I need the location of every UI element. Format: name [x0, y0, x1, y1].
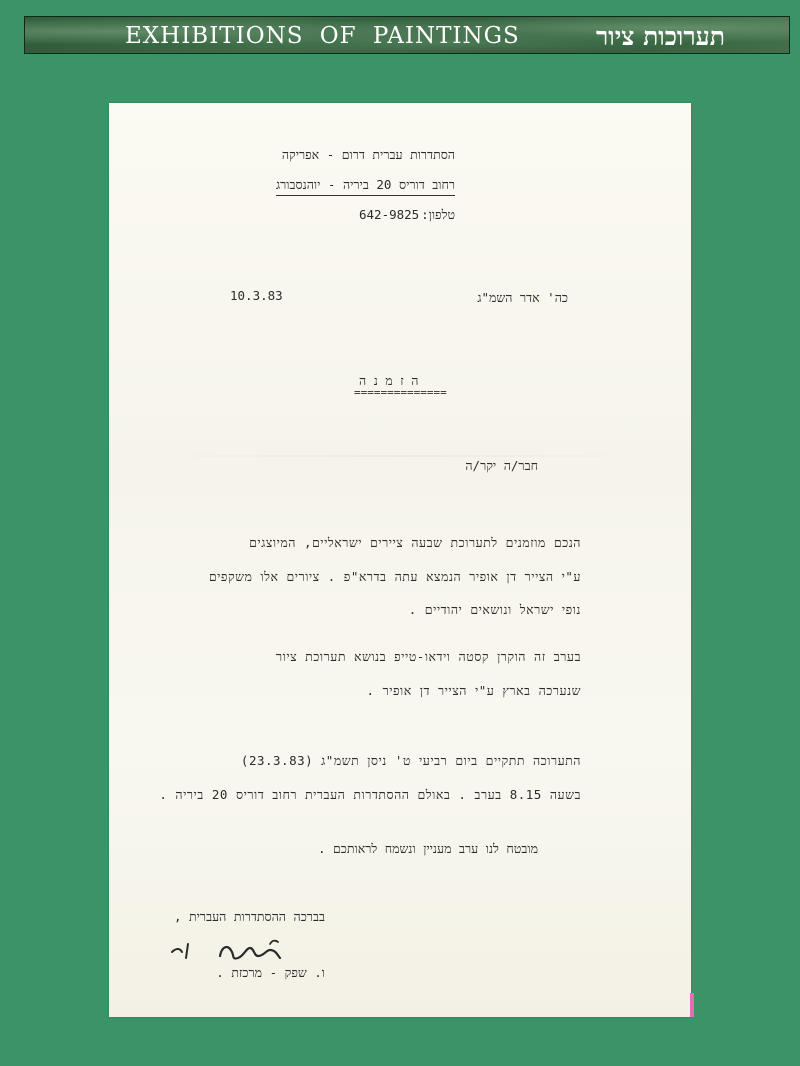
- scanned-letter: [109, 103, 691, 1017]
- regards-line: בברכה ההסתדרות העברית ,: [173, 909, 325, 924]
- paragraph1-line1: הנכם מוזמנים לתערוכת שבעה ציירים ישראליים, המיוצגים: [249, 535, 581, 550]
- date-gregorian: 10.3.83: [230, 288, 283, 303]
- page-banner: [24, 16, 790, 54]
- signature-name: ו. שפק - מרכזת .: [216, 965, 325, 980]
- date-hebrew: כה' אדר השמ"ג: [477, 290, 568, 305]
- phone-number: 642-9825: [359, 207, 420, 222]
- org-address: רחוב דוריס 20 ביריה - יוהנסבורג: [276, 177, 455, 196]
- paragraph2-line2: שנערכה בארץ ע"י הצייר דן אופיר .: [366, 683, 581, 698]
- paragraph1-line2: ע"י הצייר דן אופיר הנמצא עתה בדרא"פ . ציורים אלו משקפים: [208, 569, 581, 584]
- heading-underline: ==============: [354, 386, 447, 399]
- paragraph3-line2: בשעה 8.15 בערב . באולם ההסתדרות העברית רחוב דוריס 20 ביריה .: [159, 787, 581, 802]
- org-name: הסתדרות עברית דרום - אפריקה: [281, 147, 455, 162]
- closing-line: מובטח לנו ערב מעניין ונשמח לראותכם .: [317, 841, 538, 856]
- phone-label: טלפון:: [421, 207, 455, 222]
- paragraph2-line1: בערב זה הוקרן קסטה וידאו-טייפ בנושא תערוכת ציור: [275, 649, 581, 664]
- letter-heading: ה ז מ נ ה: [359, 373, 419, 388]
- salutation: חבר/ה יקר/ה: [465, 458, 538, 473]
- banner-hebrew-title: תערוכות ציור: [596, 22, 725, 51]
- banner-english-title: EXHIBITIONS OF PAINTINGS: [125, 23, 520, 49]
- paragraph3-line1: התערוכה תתקיים ביום רביעי ט' ניסן תשמ"ג (23.3.83): [240, 753, 581, 768]
- paragraph1-line3: נופי ישראל ונושאים יהודיים .: [408, 602, 581, 617]
- scan-edge-mark: [690, 993, 694, 1017]
